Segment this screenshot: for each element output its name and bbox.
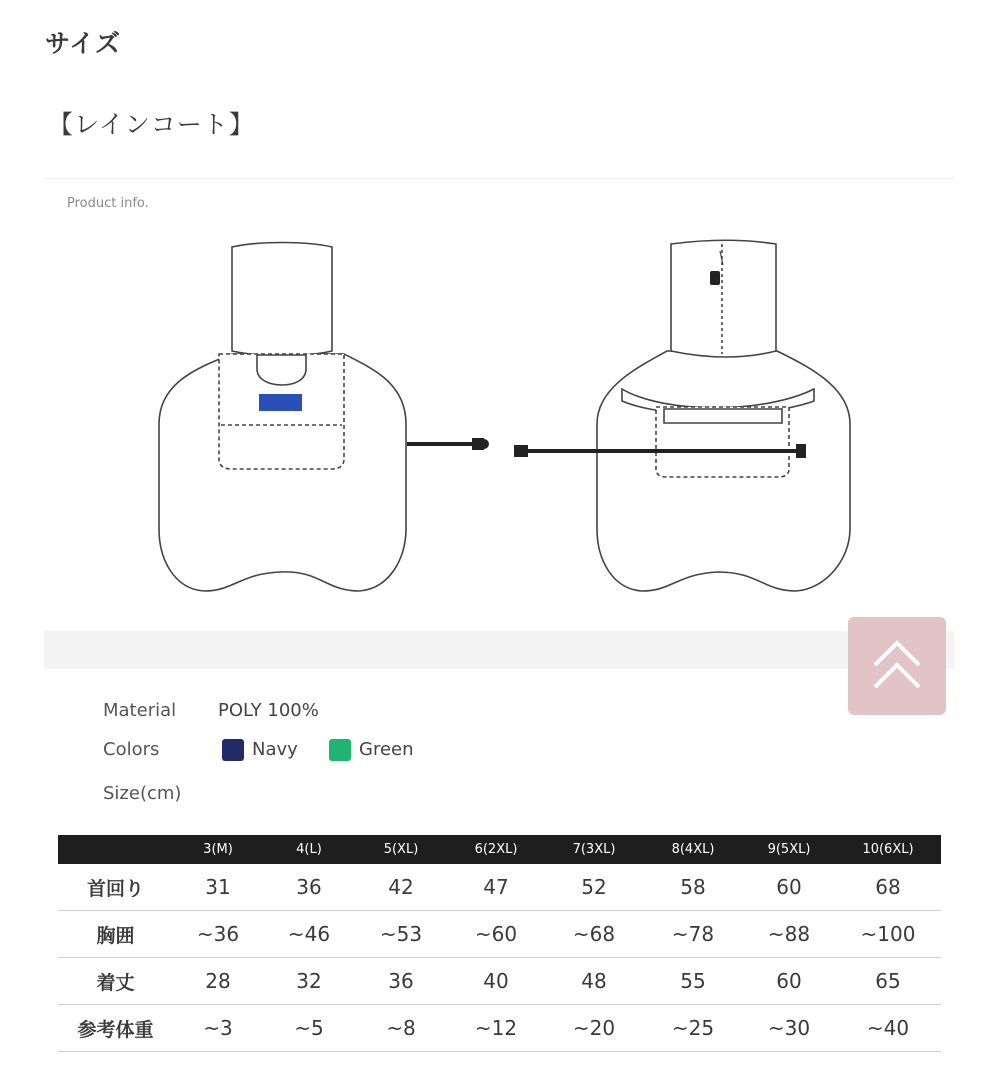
table-cell: 55 <box>643 958 743 1005</box>
front-logo-patch <box>259 394 302 411</box>
size-header: 3(M) <box>173 835 263 864</box>
colors-label: Colors <box>103 739 160 760</box>
table-cell: ~25 <box>643 1005 743 1052</box>
size-header: 8(4XL) <box>643 835 743 864</box>
size-header: 7(3XL) <box>545 835 643 864</box>
table-cell: 42 <box>355 864 447 911</box>
table-cell: 36 <box>263 864 355 911</box>
table-cell: ~12 <box>447 1005 545 1052</box>
product-info-label: Product info. <box>67 196 149 211</box>
material-value: POLY 100% <box>218 700 319 721</box>
table-row <box>58 1005 941 1052</box>
table-cell: 65 <box>835 958 941 1005</box>
color-swatch-green <box>329 739 351 761</box>
size-header: 6(2XL) <box>447 835 545 864</box>
raincoat-back-illustration <box>597 240 850 591</box>
table-cell: 58 <box>643 864 743 911</box>
color-name-navy: Navy <box>252 739 298 760</box>
row-label: 胸囲 <box>58 911 173 958</box>
table-cell: 60 <box>743 864 835 911</box>
raincoat-front-illustration <box>159 243 406 592</box>
row-label: 着丈 <box>58 958 173 1005</box>
table-cell: 47 <box>447 864 545 911</box>
table-cell: ~8 <box>355 1005 447 1052</box>
table-cell: 36 <box>355 958 447 1005</box>
leash-connector-front <box>407 438 489 450</box>
product-category-heading: 【レインコート】 <box>48 110 255 139</box>
table-cell: 40 <box>447 958 545 1005</box>
table-cell: ~53 <box>355 911 447 958</box>
size-table <box>58 835 941 1052</box>
table-cell: ~5 <box>263 1005 355 1052</box>
size-header-row <box>58 835 941 864</box>
table-cell: ~3 <box>173 1005 263 1052</box>
page-heading: サイズ <box>45 29 122 58</box>
color-name-green: Green <box>359 739 414 760</box>
table-cell: ~30 <box>743 1005 835 1052</box>
table-cell: 32 <box>263 958 355 1005</box>
row-label: 参考体重 <box>58 1005 173 1052</box>
size-header: 10(6XL) <box>835 835 941 864</box>
table-row <box>58 958 941 1005</box>
table-cell: 60 <box>743 958 835 1005</box>
table-cell: 31 <box>173 864 263 911</box>
size-header: 5(XL) <box>355 835 447 864</box>
double-chevron-up-icon <box>848 617 946 715</box>
table-cell: ~100 <box>835 911 941 958</box>
table-row <box>58 911 941 958</box>
table-cell: ~46 <box>263 911 355 958</box>
scroll-to-top-button[interactable] <box>848 617 946 715</box>
table-cell: 28 <box>173 958 263 1005</box>
table-cell: 68 <box>835 864 941 911</box>
table-cell: ~78 <box>643 911 743 958</box>
table-cell: ~40 <box>835 1005 941 1052</box>
color-swatch-navy <box>222 739 244 761</box>
row-label: 首回り <box>58 864 173 911</box>
raincoat-diagram <box>44 179 954 631</box>
size-header: 4(L) <box>263 835 355 864</box>
table-cell: ~60 <box>447 911 545 958</box>
panel-divider-band <box>44 631 954 669</box>
table-cell: ~20 <box>545 1005 643 1052</box>
product-info-panel <box>44 178 954 669</box>
table-cell: ~88 <box>743 911 835 958</box>
table-cell: ~36 <box>173 911 263 958</box>
size-header: 9(5XL) <box>743 835 835 864</box>
size-label: Size(cm) <box>103 783 182 804</box>
table-row <box>58 864 941 911</box>
table-cell: 48 <box>545 958 643 1005</box>
table-cell: 52 <box>545 864 643 911</box>
table-cell: ~68 <box>545 911 643 958</box>
size-header-blank <box>58 835 173 864</box>
material-label: Material <box>103 700 177 721</box>
